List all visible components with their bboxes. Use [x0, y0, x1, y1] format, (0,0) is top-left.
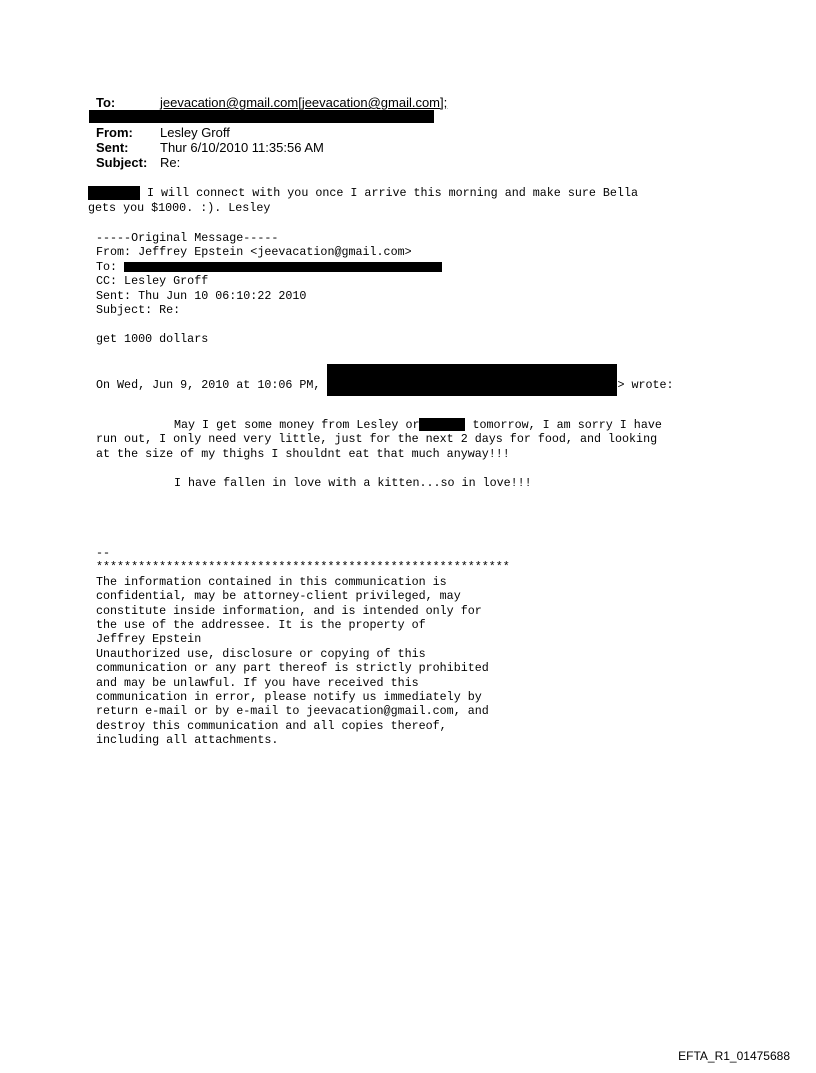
quoted-p1-line2: run out, I only need very little, just for the next 2 days for food, and looking	[96, 432, 658, 447]
original-separator: -----Original Message-----	[96, 231, 279, 245]
disclaimer-line: Unauthorized use, disclosure or copying of this	[96, 646, 426, 661]
quoted-body	[96, 418, 662, 490]
redaction-bar	[88, 186, 140, 200]
quoted-p1-b: tomorrow, I am sorry I have	[465, 418, 662, 432]
disclaimer-line: including all attachments.	[96, 733, 279, 748]
signature-dashes: --	[96, 546, 111, 560]
document-id: EFTA_R1_01475688	[678, 1049, 790, 1063]
disclaimer-line: and may be unlawful. If you have received this	[96, 675, 419, 690]
to-value: jeevacation@gmail.com[jeevacation@gmail.com];	[160, 95, 448, 110]
from-label: From:	[96, 125, 133, 140]
disclaimer-line: communication in error, please notify us immediately by	[96, 690, 482, 705]
reply-body	[88, 186, 638, 215]
quoted-intro	[96, 374, 674, 396]
disclaimer-line: constitute inside information, and is intended only for	[96, 603, 482, 618]
quoted-p1-a: May I get some money from Lesley or	[174, 418, 420, 432]
email-header	[96, 95, 447, 170]
subject-label: Subject:	[96, 155, 148, 170]
sent-value: Thur 6/10/2010 11:35:56 AM	[160, 140, 324, 155]
disclaimer-line: the use of the addressee. It is the property of	[96, 618, 426, 633]
quoted-p2: I have fallen in love with a kitten...so in love!!!	[174, 475, 532, 490]
original-from: From: Jeffrey Epstein <jeevacation@gmail.com>	[96, 245, 412, 260]
original-body: get 1000 dollars	[96, 331, 209, 346]
original-cc: CC: Lesley Groff	[96, 274, 209, 289]
original-to: To:	[96, 259, 125, 274]
redaction-bar	[327, 364, 617, 396]
redaction-bar	[124, 262, 442, 272]
disclaimer-line: The information contained in this communication is	[96, 574, 447, 589]
reply-line-2: gets you $1000. :). Lesley	[88, 200, 271, 215]
subject-value: Re:	[160, 155, 181, 170]
sent-row	[96, 140, 447, 155]
disclaimer-line: destroy this communication and all copies thereof,	[96, 718, 447, 733]
disclaimer-line: return e-mail or by e-mail to jeevacation@gmail.com, and	[96, 704, 489, 719]
redaction-bar	[419, 418, 465, 431]
redaction-bar	[89, 110, 434, 123]
original-subject: Subject: Re:	[96, 303, 181, 318]
from-row	[96, 125, 447, 140]
from-value: Lesley Groff	[160, 125, 230, 140]
disclaimer-line: confidential, may be attorney-client privileged, may	[96, 589, 461, 604]
quoted-intro-end: > wrote:	[617, 378, 674, 393]
to-row	[96, 95, 447, 110]
redacted-row	[96, 110, 447, 125]
quoted-p1-line3: at the size of my thighs I shouldnt eat that much anyway!!!	[96, 446, 510, 461]
disclaimer-line: Jeffrey Epstein	[96, 632, 202, 647]
to-label: To:	[96, 95, 116, 110]
subject-row	[96, 155, 447, 170]
signature-block	[96, 546, 510, 748]
disclaimer-line: communication or any part thereof is strictly prohibited	[96, 661, 489, 676]
signature-stars: ***********************************************************	[96, 560, 510, 575]
original-sent: Sent: Thu Jun 10 06:10:22 2010	[96, 288, 307, 303]
original-message	[96, 231, 442, 346]
reply-line-1: I will connect with you once I arrive this morning and make sure Bella	[140, 186, 638, 201]
sent-label: Sent:	[96, 140, 129, 155]
quoted-intro-start: On Wed, Jun 9, 2010 at 10:06 PM,	[96, 378, 328, 393]
